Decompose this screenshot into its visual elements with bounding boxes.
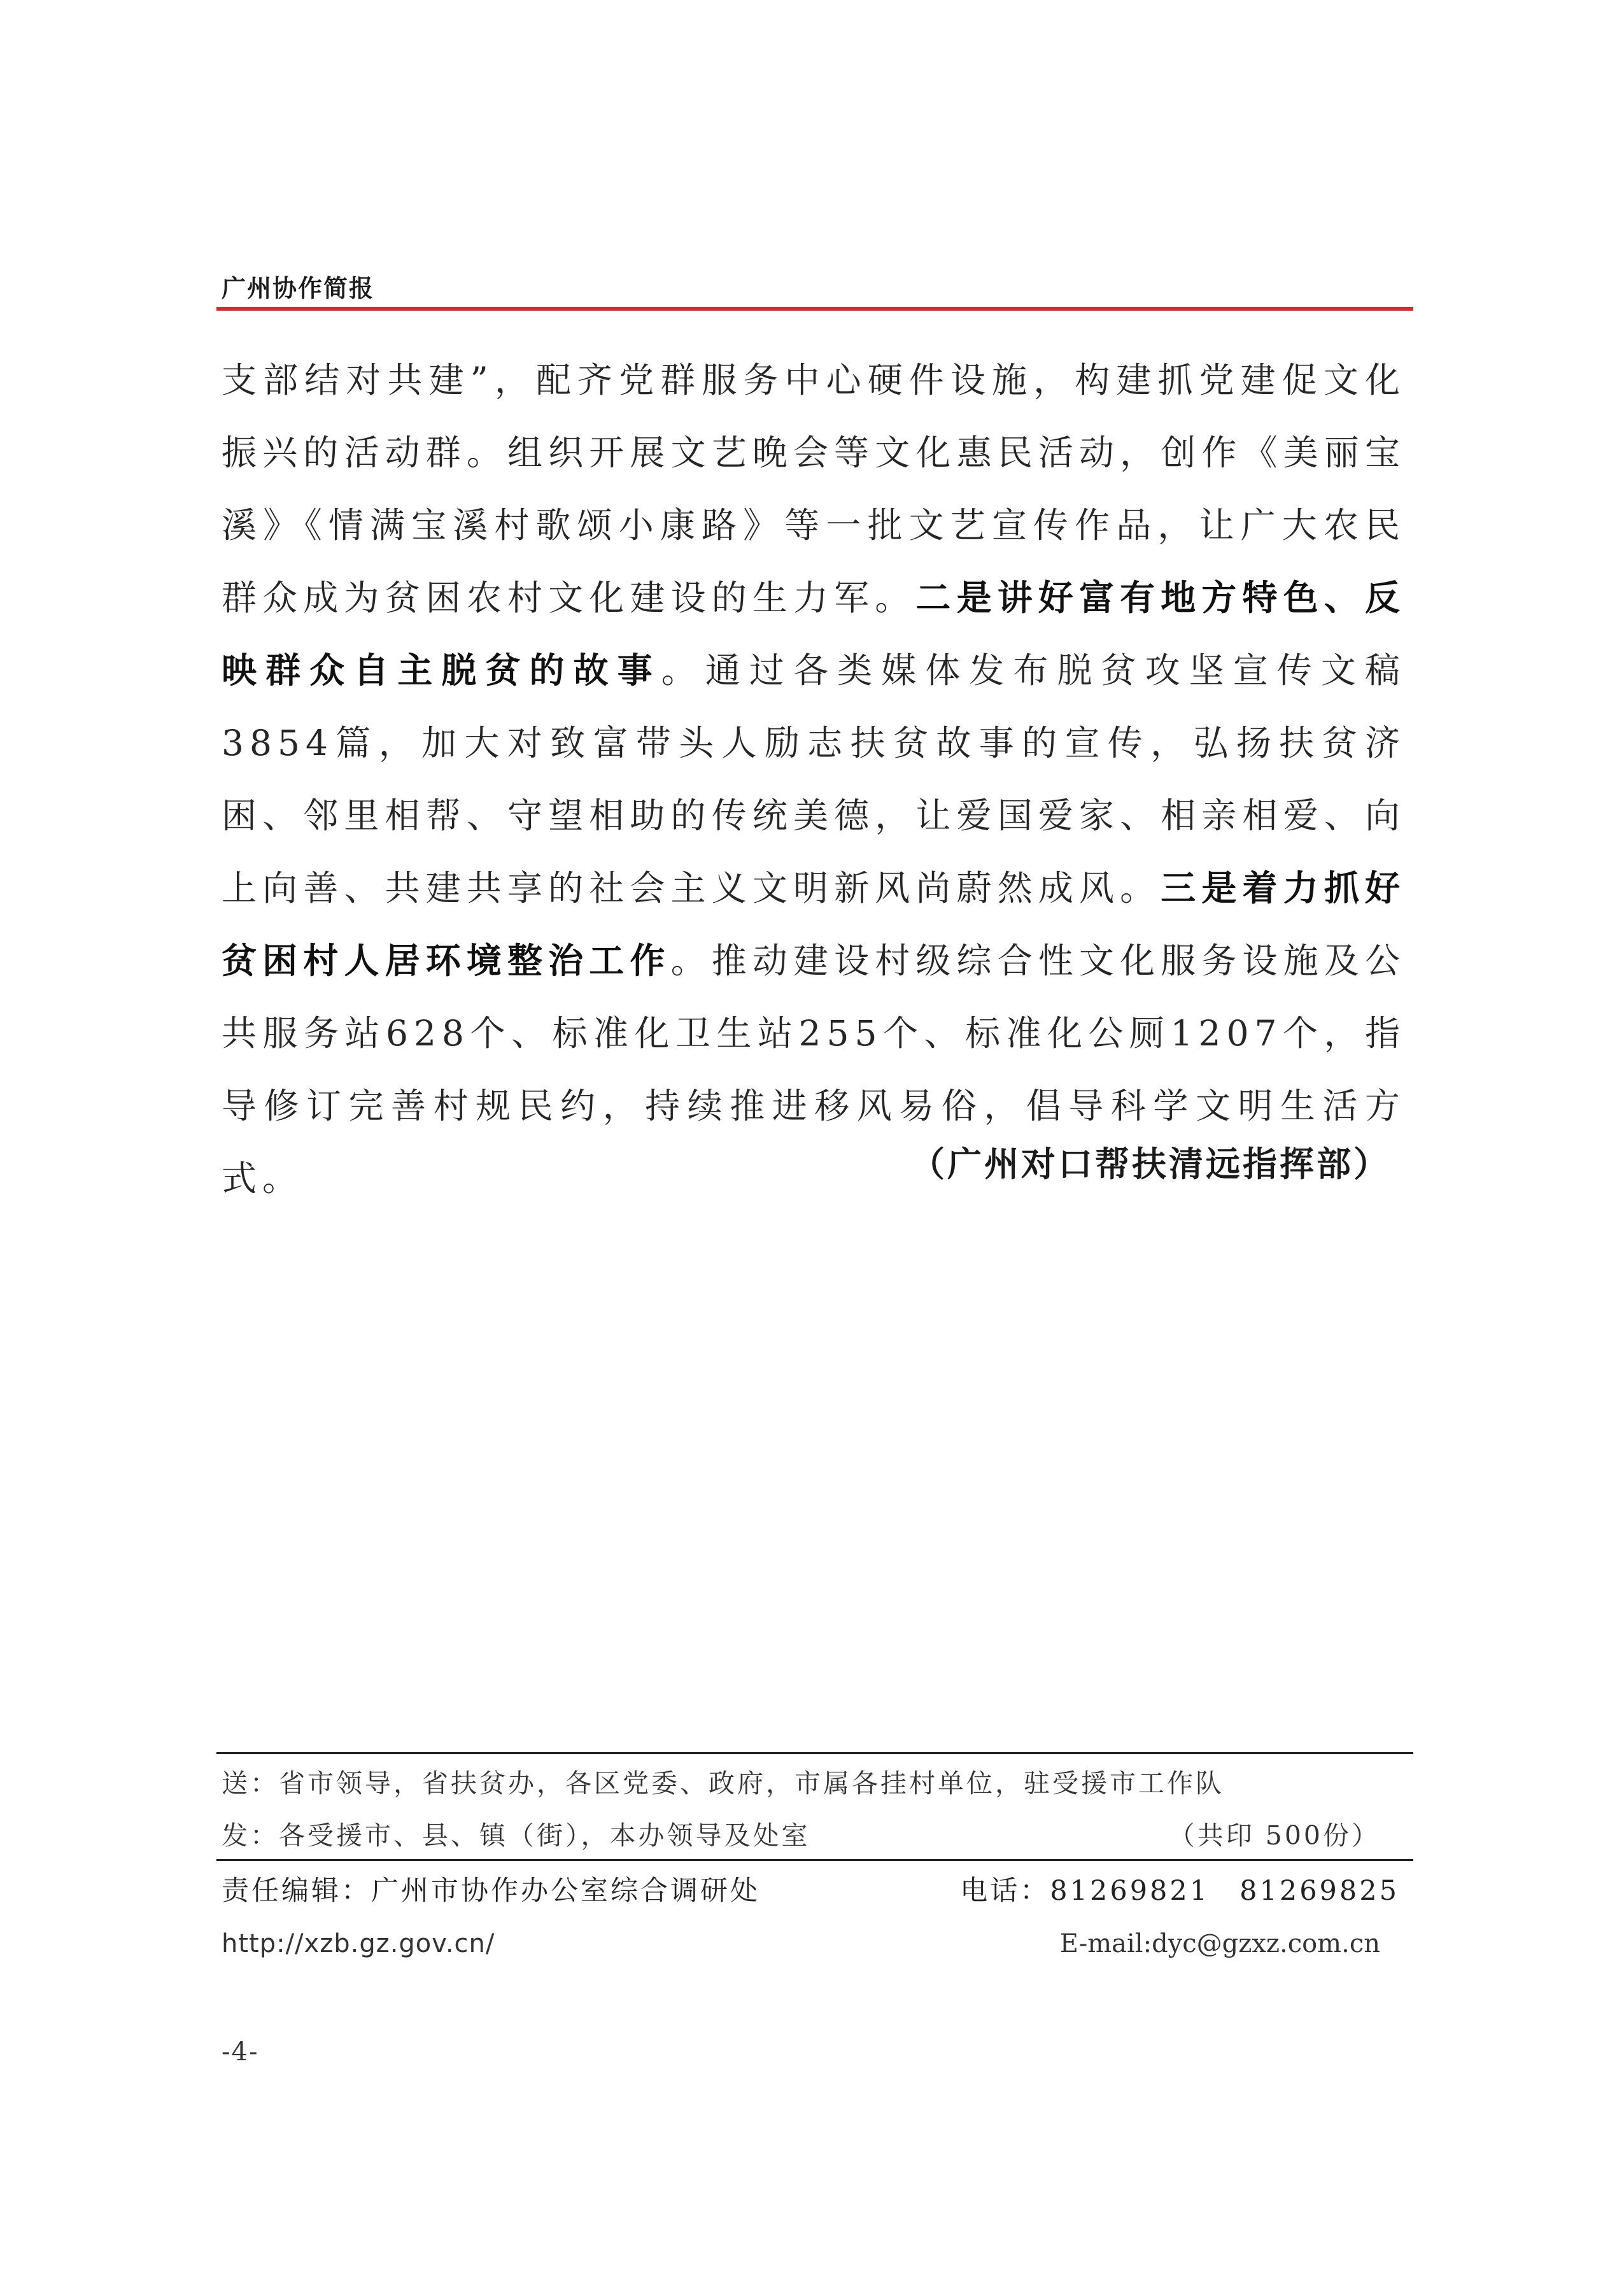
body-line: 农村文化建设的生力军。	[466, 577, 916, 618]
body-line: 满宝溪村歌颂小康路》等一批文艺宣传作品，让广大农民群众成为贫困	[222, 505, 1406, 618]
footer-send-line	[222, 1762, 1406, 1800]
paragraph-2-text: 。通过各类媒体发布脱贫攻坚宣传文稿3854篇，加大对致富带头人励志扶贫故事的宣传，弘扬扶贫济困、邻里相帮、守望相助的传统美德，让爱国爱家、相亲相爱、向上向善、共建共享的社会主义文明新风尚蔚然成风。	[222, 650, 1406, 909]
email-address[interactable]: E-mail:dyc@gzxz.com.cn	[1059, 1929, 1380, 1958]
bold-heading-2: 二是讲好富有地方特色、反映群众自主脱贫的故事	[222, 577, 1406, 691]
bold-heading-3: 三是着力抓好贫困村人居环境整治工作	[222, 868, 1406, 981]
body-text	[222, 344, 1406, 1215]
body-line: 的活动群。组织开展文艺晚会等文化惠民活动，创作《美丽宝溪》《情	[222, 432, 1406, 546]
footer-url-line	[222, 1929, 1406, 1958]
print-copies: （共印 500份）	[1168, 1820, 1380, 1851]
footer-editor-line	[222, 1869, 1406, 1908]
send-list: 送：省市领导，省扶贫办，各区党委、政府，市属各挂村单位，驻受援市工作队	[222, 1768, 1224, 1799]
website-url[interactable]: http://xzb.gz.gov.cn/	[222, 1929, 495, 1958]
paragraph-3-text: 。推动建设村级综合性文化服务设施及公共服务站628个、标准化卫生站255个、标准化公厕1207个，指导修订完善村规民约，持续推进移风易俗，倡导科学文明生活方式。	[222, 940, 1406, 1199]
phone-numbers: 电话：81269821 81269825	[960, 1875, 1399, 1907]
responsible-editor: 责任编辑：广州市协作办公室综合调研处	[222, 1875, 760, 1907]
source-attribution: （广州对口帮扶清远指挥部）	[910, 1144, 1390, 1184]
header-title: 广州协作简报	[222, 274, 375, 302]
footer-distribute-line	[222, 1815, 1406, 1852]
body-line: 支部结对共建”，配齐党群服务中心硬件设施，构建抓党建促文化振兴	[222, 360, 1406, 473]
distribute-list: 发：各受援市、县、镇（街），本办领导及处室	[222, 1820, 810, 1851]
header-red-rule	[216, 307, 1413, 311]
page-number: -4-	[222, 2037, 259, 2067]
paragraph-1	[222, 344, 1406, 1215]
footer-middle-rule	[216, 1859, 1413, 1861]
footer-top-rule	[216, 1752, 1413, 1754]
